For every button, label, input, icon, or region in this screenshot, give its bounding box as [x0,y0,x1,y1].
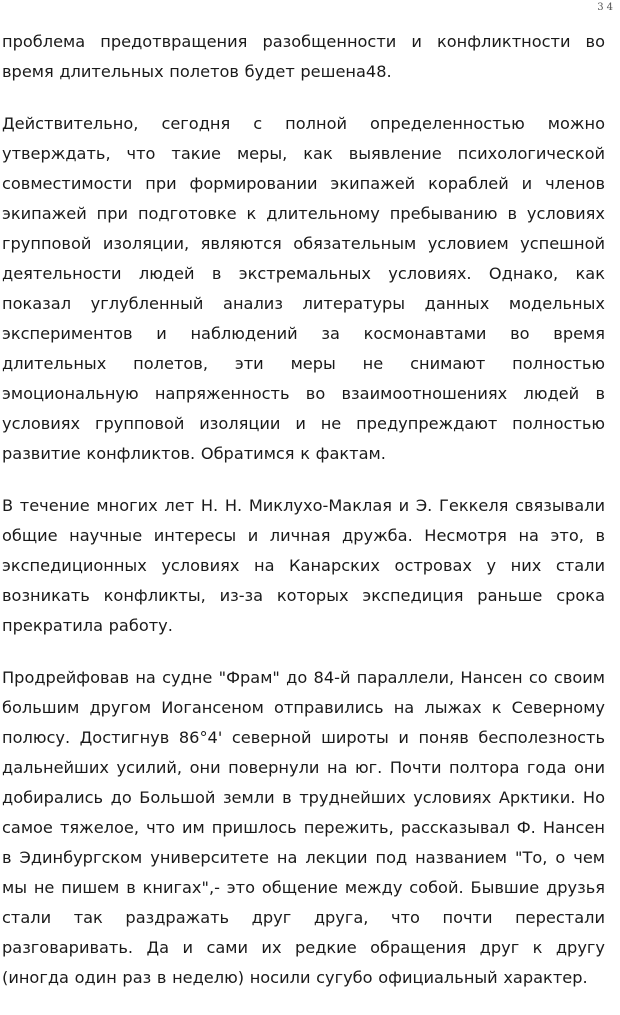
page-number: 34 [597,2,616,13]
paragraph-4: Продрейфовав на судне "Фрам" до 84-й параллели, Нансен со своим большим другом Иогансеном отправились на лыжах к Северному полюсу. Достигнув 86°4' северной широты и поняв бесполезность дальнейших усилий, они повернули на юг. Почти полтора года они добирались до Большой земли в труднейших условиях Арктики. Но самое тяжелое, что им пришлось пережить, рассказывал Ф. Нансен в Эдинбургском университете на лекции под названием "То, о чем мы не пишем в книгах",- это общение между собой. Бывшие друзья стали так раздражать друг друга, что почти перестали разговаривать. Да и сами их редкие обращения друг к другу (иногда один раз в неделю) носили сугубо официальный характер. [2,668,605,987]
paragraph-2: Действительно, сегодня с полной определенностью можно утверждать, что такие меры, как выявление психологической совместимости при формировании экипажей кораблей и членов экипажей при подготовке к длительному пребыванию в условиях групповой изоляции, являются обязательным условием успешной деятельности людей в экстремальных условиях. Однако, как показал углубленный анализ литературы данных модельных экспериментов и наблюдений за космонавтами во время длительных полетов, эти меры не снимают полностью эмоциональную напряженность во взаимоотношениях людей в условиях групповой изоляции и не предупреждают полностью развитие конфликтов. Обратимся к фактам. [2,114,605,463]
paragraph-3: В течение многих лет Н. Н. Миклухо-Маклая и Э. Геккеля связывали общие научные интересы и личная дружба. Несмотря на это, в экспедиционных условиях на Канарских островах у них стали возникать конфликты, из-за которых экспедиция раньше срока прекратила работу. [2,496,605,635]
document-body [2,27,605,1015]
paragraph-1: проблема предотвращения разобщенности и конфликтности во время длительных полетов будет решена48. [2,32,605,81]
